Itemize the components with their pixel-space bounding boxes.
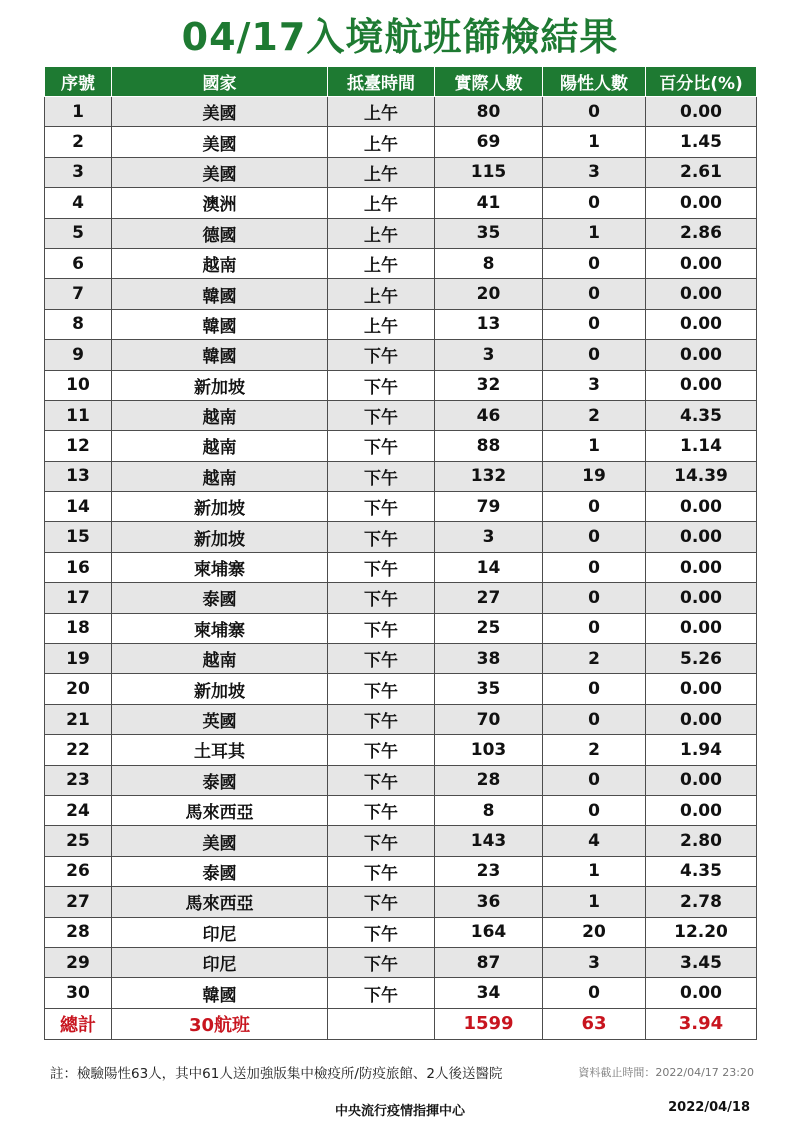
cell-percentage: 0.00 bbox=[646, 704, 757, 734]
cell-positive-count: 0 bbox=[543, 795, 646, 825]
table-row bbox=[45, 887, 757, 917]
cell-percentage: 2.86 bbox=[646, 218, 757, 248]
cell-arrival-time: 下午 bbox=[328, 917, 435, 947]
cell-arrival-time: 下午 bbox=[328, 552, 435, 582]
cell-percentage: 0.00 bbox=[646, 613, 757, 643]
table-row bbox=[45, 218, 757, 248]
cell-positive-count: 0 bbox=[543, 309, 646, 339]
organization-name: 中央流行疫情指揮中心 bbox=[334, 1104, 465, 1119]
cell-country: 馬來西亞 bbox=[112, 887, 328, 917]
cell-percentage: 2.61 bbox=[646, 157, 757, 187]
cell-arrival-time: 下午 bbox=[328, 400, 435, 430]
table-row bbox=[45, 704, 757, 734]
header-country: 國家 bbox=[112, 67, 328, 97]
cell-actual-count: 79 bbox=[435, 492, 543, 522]
page-title: 04/17入境航班篩檢結果 bbox=[181, 15, 619, 59]
cell-country: 越南 bbox=[112, 431, 328, 461]
cell-arrival-time: 上午 bbox=[328, 157, 435, 187]
cell-positive-count: 1 bbox=[543, 431, 646, 461]
table-row bbox=[45, 644, 757, 674]
cell-actual-count: 132 bbox=[435, 461, 543, 491]
cell-serial: 25 bbox=[45, 826, 112, 856]
cell-country: 英國 bbox=[112, 704, 328, 734]
cell-positive-count: 0 bbox=[543, 340, 646, 370]
total-label: 總計 bbox=[45, 1008, 112, 1039]
cell-positive-count: 19 bbox=[543, 461, 646, 491]
cell-country: 韓國 bbox=[112, 978, 328, 1008]
cell-actual-count: 35 bbox=[435, 218, 543, 248]
table-row bbox=[45, 765, 757, 795]
cell-actual-count: 8 bbox=[435, 248, 543, 278]
cell-percentage: 0.00 bbox=[646, 370, 757, 400]
header-actual-count: 實際人數 bbox=[435, 67, 543, 97]
cell-arrival-time: 下午 bbox=[328, 978, 435, 1008]
cell-serial: 1 bbox=[45, 97, 112, 127]
cell-country: 韓國 bbox=[112, 279, 328, 309]
table-row bbox=[45, 674, 757, 704]
cell-actual-count: 35 bbox=[435, 674, 543, 704]
header-serial: 序號 bbox=[45, 67, 112, 97]
table-row bbox=[45, 856, 757, 886]
cell-arrival-time: 下午 bbox=[328, 887, 435, 917]
cell-actual-count: 88 bbox=[435, 431, 543, 461]
cell-positive-count: 0 bbox=[543, 279, 646, 309]
cell-country: 泰國 bbox=[112, 765, 328, 795]
cell-actual-count: 70 bbox=[435, 704, 543, 734]
cell-serial: 11 bbox=[45, 400, 112, 430]
cell-serial: 8 bbox=[45, 309, 112, 339]
cell-actual-count: 20 bbox=[435, 279, 543, 309]
total-people: 1599 bbox=[435, 1008, 543, 1039]
cell-percentage: 3.45 bbox=[646, 947, 757, 977]
table-row bbox=[45, 279, 757, 309]
cell-percentage: 0.00 bbox=[646, 583, 757, 613]
cell-positive-count: 0 bbox=[543, 978, 646, 1008]
cell-percentage: 0.00 bbox=[646, 248, 757, 278]
table-row bbox=[45, 340, 757, 370]
cell-serial: 24 bbox=[45, 795, 112, 825]
cell-positive-count: 2 bbox=[543, 400, 646, 430]
table-row bbox=[45, 826, 757, 856]
cell-actual-count: 115 bbox=[435, 157, 543, 187]
cell-percentage: 12.20 bbox=[646, 917, 757, 947]
cell-positive-count: 2 bbox=[543, 735, 646, 765]
table-row bbox=[45, 583, 757, 613]
cell-percentage: 5.26 bbox=[646, 644, 757, 674]
cell-country: 越南 bbox=[112, 644, 328, 674]
cell-arrival-time: 下午 bbox=[328, 583, 435, 613]
cell-actual-count: 25 bbox=[435, 613, 543, 643]
cell-actual-count: 69 bbox=[435, 127, 543, 157]
cell-serial: 3 bbox=[45, 157, 112, 187]
cell-serial: 21 bbox=[45, 704, 112, 734]
table-row bbox=[45, 248, 757, 278]
cell-percentage: 14.39 bbox=[646, 461, 757, 491]
cell-serial: 16 bbox=[45, 552, 112, 582]
header-arrival-time: 抵臺時間 bbox=[328, 67, 435, 97]
cell-percentage: 0.00 bbox=[646, 552, 757, 582]
table-row bbox=[45, 978, 757, 1008]
table-row bbox=[45, 735, 757, 765]
cell-serial: 14 bbox=[45, 492, 112, 522]
cell-positive-count: 0 bbox=[543, 613, 646, 643]
cell-country: 馬來西亞 bbox=[112, 795, 328, 825]
cell-actual-count: 80 bbox=[435, 97, 543, 127]
table-row bbox=[45, 492, 757, 522]
cell-percentage: 4.35 bbox=[646, 400, 757, 430]
table-row bbox=[45, 522, 757, 552]
cell-actual-count: 14 bbox=[435, 552, 543, 582]
cell-percentage: 0.00 bbox=[646, 340, 757, 370]
cell-serial: 6 bbox=[45, 248, 112, 278]
cell-actual-count: 27 bbox=[435, 583, 543, 613]
cell-actual-count: 3 bbox=[435, 340, 543, 370]
cell-actual-count: 41 bbox=[435, 188, 543, 218]
cell-positive-count: 1 bbox=[543, 218, 646, 248]
cell-actual-count: 13 bbox=[435, 309, 543, 339]
table-row bbox=[45, 795, 757, 825]
data-cutoff-time: 資料截止時間：2022/04/17 23:20 bbox=[578, 1066, 754, 1079]
cell-percentage: 0.00 bbox=[646, 795, 757, 825]
cell-actual-count: 103 bbox=[435, 735, 543, 765]
cell-arrival-time: 下午 bbox=[328, 340, 435, 370]
table-row bbox=[45, 947, 757, 977]
cell-percentage: 1.45 bbox=[646, 127, 757, 157]
cell-arrival-time: 下午 bbox=[328, 765, 435, 795]
cell-positive-count: 3 bbox=[543, 370, 646, 400]
cell-country: 新加坡 bbox=[112, 370, 328, 400]
cell-actual-count: 32 bbox=[435, 370, 543, 400]
cell-country: 德國 bbox=[112, 218, 328, 248]
cell-positive-count: 0 bbox=[543, 97, 646, 127]
cell-arrival-time: 上午 bbox=[328, 218, 435, 248]
cell-serial: 18 bbox=[45, 613, 112, 643]
cell-country: 泰國 bbox=[112, 583, 328, 613]
cell-country: 美國 bbox=[112, 157, 328, 187]
cell-positive-count: 1 bbox=[543, 127, 646, 157]
cell-arrival-time: 下午 bbox=[328, 461, 435, 491]
cell-country: 越南 bbox=[112, 248, 328, 278]
cell-serial: 23 bbox=[45, 765, 112, 795]
cell-actual-count: 46 bbox=[435, 400, 543, 430]
cell-positive-count: 0 bbox=[543, 583, 646, 613]
cell-serial: 13 bbox=[45, 461, 112, 491]
table-row bbox=[45, 431, 757, 461]
table-header-row bbox=[45, 67, 757, 97]
cell-arrival-time: 下午 bbox=[328, 735, 435, 765]
cell-percentage: 0.00 bbox=[646, 492, 757, 522]
cell-serial: 4 bbox=[45, 188, 112, 218]
cell-percentage: 0.00 bbox=[646, 188, 757, 218]
cell-arrival-time: 下午 bbox=[328, 644, 435, 674]
cell-arrival-time: 上午 bbox=[328, 279, 435, 309]
cell-serial: 15 bbox=[45, 522, 112, 552]
cell-actual-count: 38 bbox=[435, 644, 543, 674]
cell-arrival-time: 下午 bbox=[328, 674, 435, 704]
cell-percentage: 4.35 bbox=[646, 856, 757, 886]
cell-percentage: 0.00 bbox=[646, 765, 757, 795]
header-percentage: 百分比(%) bbox=[646, 67, 757, 97]
cell-serial: 12 bbox=[45, 431, 112, 461]
cell-country: 越南 bbox=[112, 400, 328, 430]
screening-results-table bbox=[44, 66, 757, 1040]
cell-arrival-time: 下午 bbox=[328, 856, 435, 886]
cell-serial: 26 bbox=[45, 856, 112, 886]
cell-serial: 5 bbox=[45, 218, 112, 248]
cell-positive-count: 0 bbox=[543, 522, 646, 552]
cell-positive-count: 20 bbox=[543, 917, 646, 947]
cell-country: 印尼 bbox=[112, 917, 328, 947]
footnote: 註：檢驗陽性63人，其中61人送加強版集中檢疫所/防疫旅館、2人後送醫院 bbox=[50, 1066, 503, 1082]
cell-positive-count: 1 bbox=[543, 856, 646, 886]
cell-country: 泰國 bbox=[112, 856, 328, 886]
cell-arrival-time: 下午 bbox=[328, 704, 435, 734]
cell-arrival-time: 下午 bbox=[328, 613, 435, 643]
table-row bbox=[45, 552, 757, 582]
cell-positive-count: 0 bbox=[543, 552, 646, 582]
table-row bbox=[45, 97, 757, 127]
cell-actual-count: 28 bbox=[435, 765, 543, 795]
cell-arrival-time: 上午 bbox=[328, 248, 435, 278]
cell-country: 美國 bbox=[112, 127, 328, 157]
total-positive: 63 bbox=[543, 1008, 646, 1039]
cell-serial: 2 bbox=[45, 127, 112, 157]
cell-percentage: 2.78 bbox=[646, 887, 757, 917]
cell-country: 新加坡 bbox=[112, 522, 328, 552]
cell-percentage: 0.00 bbox=[646, 279, 757, 309]
cell-actual-count: 87 bbox=[435, 947, 543, 977]
header-positive-count: 陽性人數 bbox=[543, 67, 646, 97]
total-flights: 30航班 bbox=[112, 1008, 328, 1039]
cell-positive-count: 0 bbox=[543, 188, 646, 218]
cell-positive-count: 0 bbox=[543, 492, 646, 522]
cell-actual-count: 143 bbox=[435, 826, 543, 856]
cell-arrival-time: 上午 bbox=[328, 127, 435, 157]
cell-serial: 30 bbox=[45, 978, 112, 1008]
cell-serial: 7 bbox=[45, 279, 112, 309]
cell-country: 韓國 bbox=[112, 340, 328, 370]
cell-arrival-time: 下午 bbox=[328, 947, 435, 977]
cell-percentage: 2.80 bbox=[646, 826, 757, 856]
table-row bbox=[45, 309, 757, 339]
cell-actual-count: 3 bbox=[435, 522, 543, 552]
cell-arrival-time: 上午 bbox=[328, 188, 435, 218]
cell-percentage: 0.00 bbox=[646, 674, 757, 704]
cell-positive-count: 3 bbox=[543, 947, 646, 977]
cell-serial: 27 bbox=[45, 887, 112, 917]
cell-serial: 10 bbox=[45, 370, 112, 400]
cell-country: 美國 bbox=[112, 97, 328, 127]
cell-percentage: 0.00 bbox=[646, 978, 757, 1008]
publish-date: 2022/04/18 bbox=[668, 1100, 750, 1115]
cell-percentage: 1.14 bbox=[646, 431, 757, 461]
table-row bbox=[45, 157, 757, 187]
table-body bbox=[45, 97, 757, 1009]
cell-positive-count: 0 bbox=[543, 765, 646, 795]
cell-percentage: 1.94 bbox=[646, 735, 757, 765]
cell-arrival-time: 上午 bbox=[328, 97, 435, 127]
cell-arrival-time: 下午 bbox=[328, 522, 435, 552]
cell-positive-count: 2 bbox=[543, 644, 646, 674]
cell-actual-count: 34 bbox=[435, 978, 543, 1008]
cell-actual-count: 164 bbox=[435, 917, 543, 947]
cell-serial: 9 bbox=[45, 340, 112, 370]
cell-arrival-time: 下午 bbox=[328, 826, 435, 856]
table-row bbox=[45, 370, 757, 400]
cell-actual-count: 23 bbox=[435, 856, 543, 886]
cell-positive-count: 0 bbox=[543, 674, 646, 704]
total-arrival-time-empty bbox=[328, 1008, 435, 1039]
cell-serial: 17 bbox=[45, 583, 112, 613]
cell-serial: 19 bbox=[45, 644, 112, 674]
cell-country: 柬埔寨 bbox=[112, 552, 328, 582]
cell-arrival-time: 下午 bbox=[328, 795, 435, 825]
cell-arrival-time: 下午 bbox=[328, 370, 435, 400]
cell-positive-count: 3 bbox=[543, 157, 646, 187]
total-percent: 3.94 bbox=[646, 1008, 757, 1039]
cell-serial: 28 bbox=[45, 917, 112, 947]
cell-country: 新加坡 bbox=[112, 492, 328, 522]
cell-country: 柬埔寨 bbox=[112, 613, 328, 643]
table-row bbox=[45, 127, 757, 157]
cell-arrival-time: 上午 bbox=[328, 309, 435, 339]
table-row bbox=[45, 400, 757, 430]
cell-country: 美國 bbox=[112, 826, 328, 856]
total-row bbox=[45, 1008, 757, 1039]
cell-percentage: 0.00 bbox=[646, 309, 757, 339]
cell-percentage: 0.00 bbox=[646, 97, 757, 127]
cell-country: 越南 bbox=[112, 461, 328, 491]
cell-country: 印尼 bbox=[112, 947, 328, 977]
table-row bbox=[45, 461, 757, 491]
cell-positive-count: 4 bbox=[543, 826, 646, 856]
cell-country: 澳洲 bbox=[112, 188, 328, 218]
table-row bbox=[45, 613, 757, 643]
cell-arrival-time: 下午 bbox=[328, 431, 435, 461]
table-row bbox=[45, 917, 757, 947]
cell-actual-count: 8 bbox=[435, 795, 543, 825]
cell-positive-count: 0 bbox=[543, 704, 646, 734]
cell-country: 韓國 bbox=[112, 309, 328, 339]
cell-country: 新加坡 bbox=[112, 674, 328, 704]
cell-country: 土耳其 bbox=[112, 735, 328, 765]
cell-arrival-time: 下午 bbox=[328, 492, 435, 522]
cell-serial: 20 bbox=[45, 674, 112, 704]
cell-serial: 22 bbox=[45, 735, 112, 765]
table-row bbox=[45, 188, 757, 218]
cell-positive-count: 0 bbox=[543, 248, 646, 278]
cell-serial: 29 bbox=[45, 947, 112, 977]
cell-actual-count: 36 bbox=[435, 887, 543, 917]
cell-percentage: 0.00 bbox=[646, 522, 757, 552]
cell-positive-count: 1 bbox=[543, 887, 646, 917]
